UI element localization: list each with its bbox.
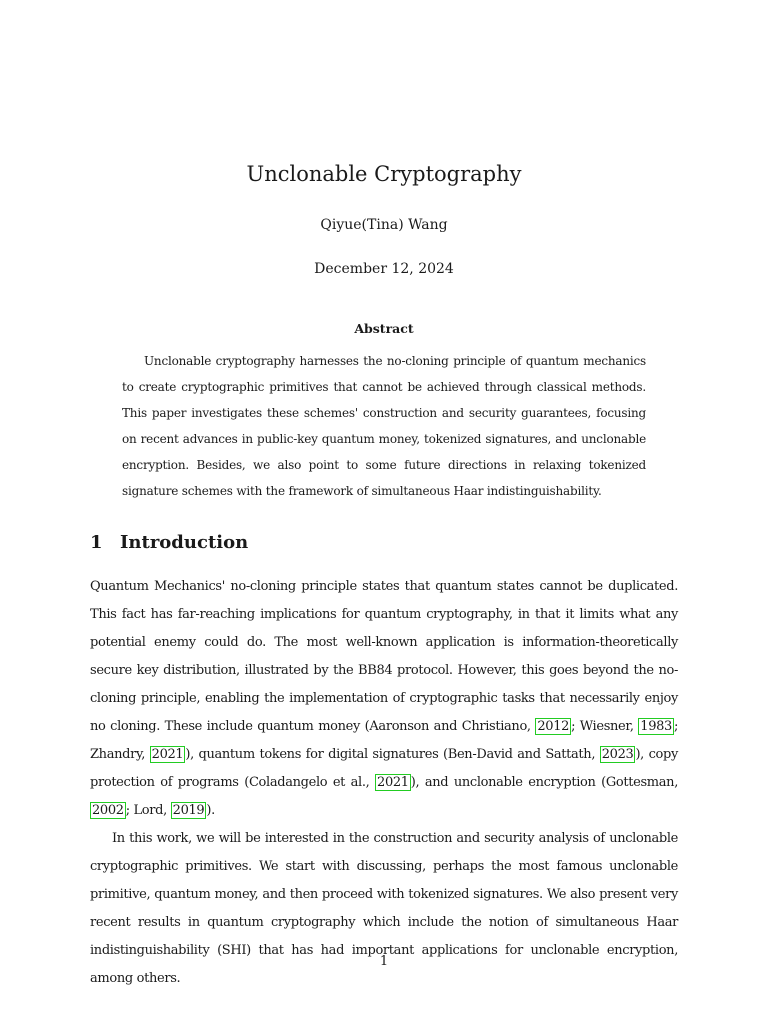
abstract-body bbox=[122, 348, 646, 504]
text-span: ; Lord, bbox=[125, 803, 171, 818]
text-span: ), copy protection of programs (Coladangelo et al., bbox=[90, 747, 678, 790]
abstract-text: Unclonable cryptography harnesses the no-cloning principle of quantum mechanics to create cryptographic primitives that cannot be achieved through classical methods. This paper investigates these schemes' construction and security guarantees, focusing on recent advances in public-key quantum money, tokenized signatures, and unclonable encryption. Besides, we also point to some future directions in relaxing tokenized signature schemes with the framework of simultaneous Haar indistinguishability. bbox=[122, 354, 646, 498]
abstract-heading: Abstract bbox=[354, 321, 414, 336]
citation-link[interactable]: 2021 bbox=[377, 775, 409, 790]
paper-title: Unclonable Cryptography bbox=[246, 162, 522, 186]
section-title: Introduction bbox=[120, 532, 249, 553]
text-span: ). bbox=[206, 803, 215, 818]
text-span: ; Zhandry, bbox=[90, 719, 678, 762]
text-span: ; Wiesner, bbox=[571, 719, 639, 734]
citation-link[interactable]: 2002 bbox=[92, 803, 124, 818]
paragraph-2: In this work, we will be interested in the construction and security analysis of unclonable cryptographic primitives. We start with discussing, perhaps the most famous unclonable primitive, quantum money, and then proceed with tokenized signatures. We also present very recent results in quantum cryptography which include the notion of simultaneous Haar indistinguishability (SHI) that has had important applications for unclonable encryption, among others. bbox=[90, 831, 678, 986]
citation-link[interactable]: 2023 bbox=[601, 747, 634, 762]
citation-link[interactable]: 2021 bbox=[151, 747, 184, 762]
paragraph-1 bbox=[90, 573, 678, 825]
text-span: ), quantum tokens for digital signatures (Ben-David and Sattath, bbox=[185, 747, 600, 762]
body-text bbox=[90, 573, 678, 993]
text-span: Quantum Mechanics' no-cloning principle states that quantum states cannot be duplicated. This fact has far-reaching implications for quantum cryptography, in that it limits what any potential enemy could do. The most well-known application is information-theoretically secure key distribution, illustrated by the BB84 protocol. However, this goes beyond the no-cloning principle, enabling the implementation of cryptographic tasks that necessarily enjoy no cloning. These include quantum money (Aaronson and Christiano, bbox=[90, 579, 678, 734]
citation-link[interactable]: 2012 bbox=[537, 719, 570, 734]
text-span: ), and unclonable encryption (Gottesman, bbox=[410, 775, 678, 790]
section-number: 1 bbox=[90, 532, 103, 553]
citation-link[interactable]: 1983 bbox=[640, 719, 672, 734]
citation-link[interactable]: 2019 bbox=[172, 803, 205, 818]
author-name: Qiyue(Tina) Wang bbox=[320, 217, 448, 233]
paper-date: December 12, 2024 bbox=[314, 261, 454, 277]
section-heading bbox=[90, 530, 248, 556]
page-number: 1 bbox=[379, 954, 389, 969]
